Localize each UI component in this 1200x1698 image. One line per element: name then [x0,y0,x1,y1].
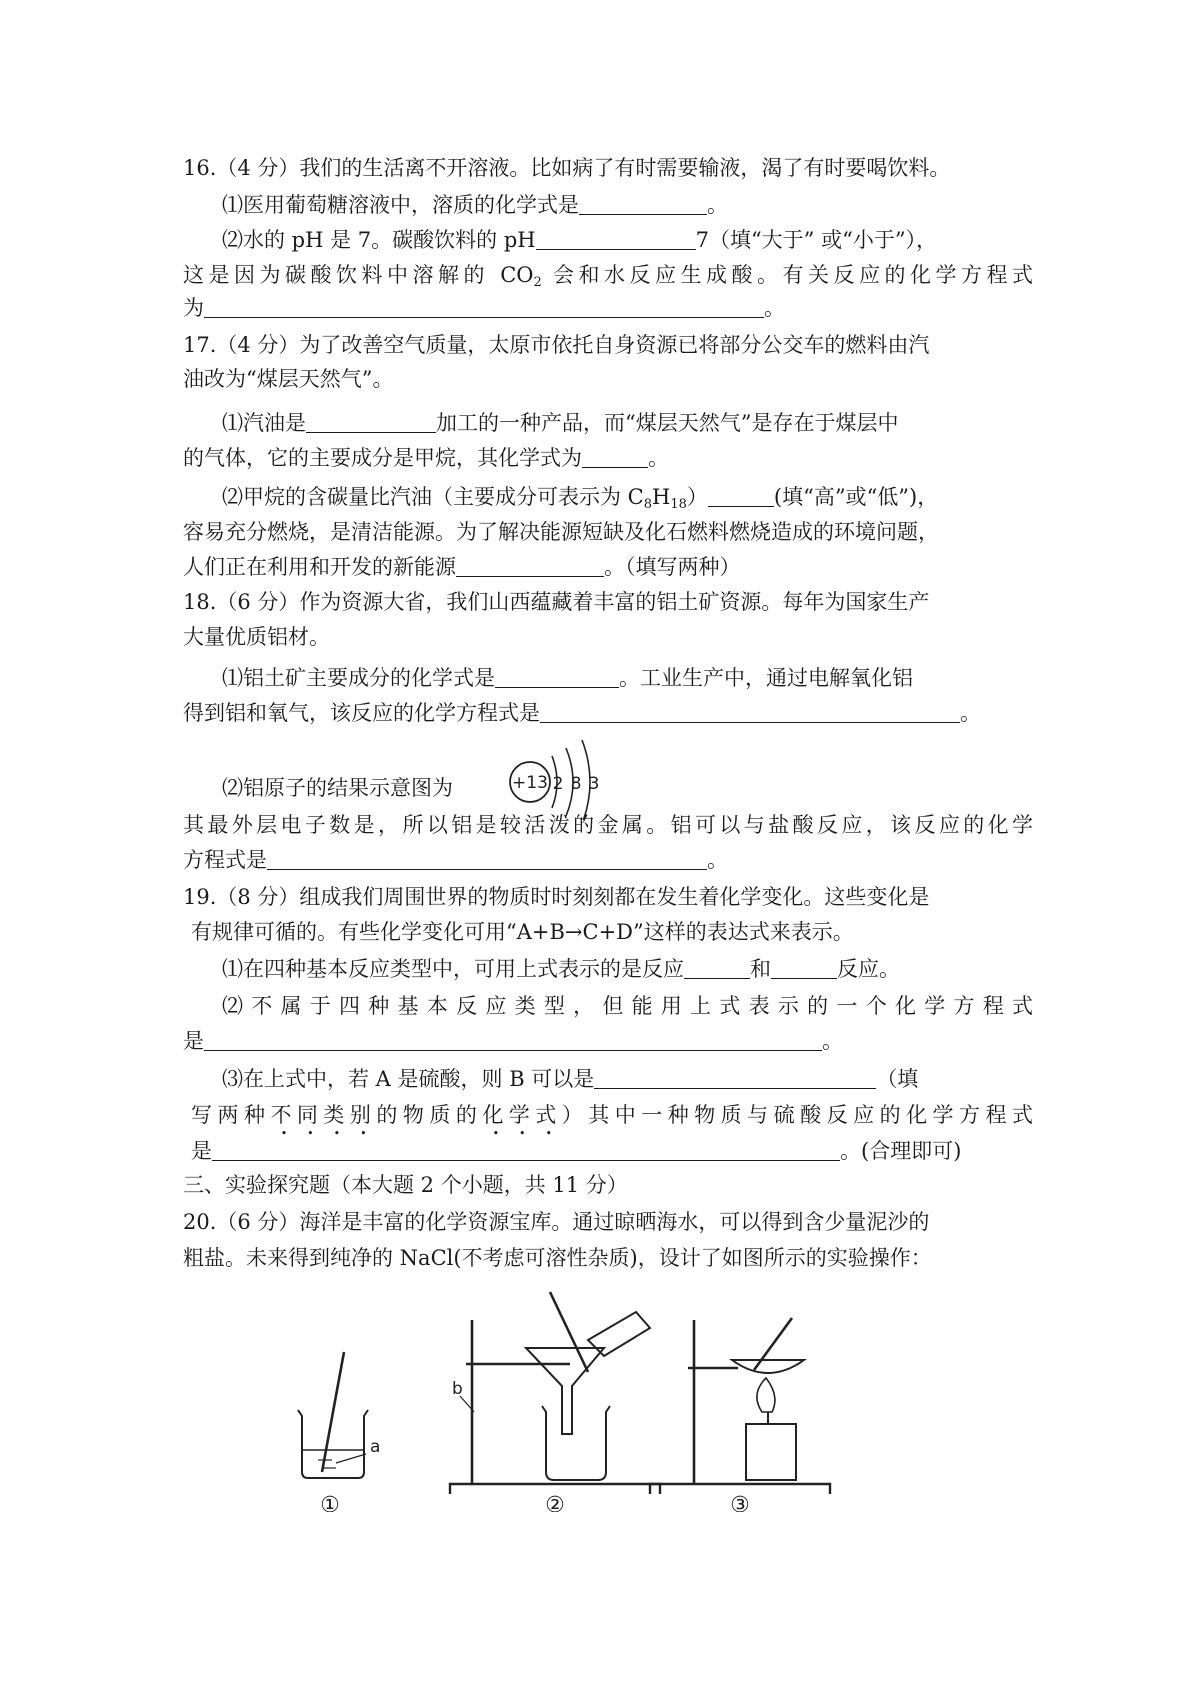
filter-funnel [526,1348,604,1434]
q19-part2-line1: ⑵不属于四种基本反应类型，但能用上式表示的一个化学方程式 [222,994,1033,1018]
section-heading: 三、实验探究题（本大题 2 个小题，共 11 分） [183,1173,628,1197]
evaporating-dish [732,1360,804,1373]
pouring-beaker [588,1312,650,1356]
q19-heading-line1: 19.（8 分）组成我们周围世界的物质时时刻刻都在发生着化学变化。这些变化是 [183,885,930,909]
answer-blank[interactable] [594,1066,876,1089]
figure-caption-1: ① [320,1493,340,1512]
q19-part3-line3: 是 。(合理即可) [191,1139,962,1163]
figure-caption-3: ③ [730,1493,750,1512]
q17-part2-line3: 人们正在利用和开发的新能源 。（填写两种） [183,555,741,579]
q17-part2-line2: 容易充分燃烧，是清洁能源。为了解决能源短缺及化石燃料燃烧造成的环境问题， [183,520,939,544]
answer-blank[interactable] [495,665,619,688]
answer-blank[interactable] [536,227,696,250]
label-a: a [370,1437,381,1457]
q20-heading-line2: 粗盐。未来得到纯净的 NaCl(不考虑可溶性杂质)，设计了如图所示的实验操作： [183,1246,932,1270]
answer-blank[interactable] [684,956,750,979]
electron-count-shell-1: 2 [552,774,564,794]
answer-blank[interactable] [579,192,707,215]
answer-blank[interactable] [456,554,604,577]
answer-blank[interactable] [212,1138,840,1161]
q17-part2-line1: ⑵甲烷的含碳量比汽油（主要成分可表示为 $C_8H_{18}$） (填“高”或“低”)， [222,485,939,512]
atom-nucleus-label: +13 [512,773,548,793]
answer-blank[interactable] [306,410,436,433]
label-b: b [452,1379,463,1399]
answer-blank[interactable] [708,484,774,507]
q18-part2-line1: ⑵铝原子的结果示意图为 [222,776,453,800]
glass-rod-3 [754,1318,792,1370]
glass-rod-2 [550,1292,588,1372]
q19-heading-line2: 有规律可循的。有些化学变化可用“A+B→C+D”这样的表达式来表示。 [191,920,854,944]
q18-part2-line3: 方程式是 。 [183,848,728,872]
glass-rod-1 [322,1352,344,1472]
answer-blank[interactable] [540,700,960,723]
q17-heading-line1: 17.（4 分）为了改善空气质量，太原市依托自身资源已将部分公交车的燃料由汽 [183,333,930,357]
filtering-setup [450,1292,660,1494]
answer-blank[interactable] [582,445,648,468]
q20-heading-line1: 20.（6 分）海洋是丰富的化学资源宝库。通过晾晒海水，可以得到含少量泥沙的 [183,1210,930,1234]
experiment-figure [270,1282,920,1512]
q16-part1: ⑴医用葡萄糖溶液中，溶质的化学式是 。 [222,193,728,217]
label-a-leader [336,1454,366,1463]
q18-part2-line2: 其最外层电子数是，所以铝是较活泼的金属。铝可以与盐酸反应，该反应的化学 [183,813,1033,837]
electron-count-shell-2: 8 [570,774,582,794]
flame [757,1378,775,1412]
q16-part2-line2: 这是因为碳酸饮料中溶解的 $CO_2$ 会和水反应生成酸。有关反应的化学方程式 [183,263,1033,290]
evaporation-setup [650,1318,830,1494]
q17-part1-line1: ⑴汽油是 加工的一种产品，而“煤层天然气”是存在于煤层中 [222,411,899,435]
q19-part3-line2: 写两种不同类别的物质的化学式）其中一种物质与硫酸反应的化学方程式 [191,1103,1034,1127]
dissolving-setup [298,1352,368,1478]
q19-part2-line2: 是 。 [183,1029,843,1053]
answer-blank[interactable] [204,295,764,318]
answer-blank[interactable] [267,847,707,870]
q18-heading-line1: 18.（6 分）作为资源大省，我们山西蕴藏着丰富的铝土矿资源。每年为国家生产 [183,590,930,614]
electron-count-shell-3: 3 [588,774,600,794]
q17-part1-line2: 的气体，它的主要成分是甲烷，其化学式为 。 [183,446,669,470]
alcohol-lamp [746,1424,796,1480]
q18-heading-line2: 大量优质铝材。 [183,625,330,649]
beaker-2 [542,1406,610,1480]
q17-heading-line2: 油改为“煤层天然气”。 [183,367,394,391]
q18-part1-line1: ⑴铝土矿主要成分的化学式是 。工业生产中，通过电解氧化铝 [222,666,913,690]
q19-part1: ⑴在四种基本反应类型中，可用上式表示的是反应 和 反应。 [222,957,900,981]
q16-part2-line1: ⑵水的 pH 是 7。碳酸饮料的 pH 7（填“大于” 或“小于”）， [222,228,938,252]
q19-part3-line1: ⑶在上式中，若 A 是硫酸，则 B 可以是 （填 [222,1067,919,1091]
figure-caption-2: ② [545,1493,565,1512]
q16-part2-line3: 为 。 [183,296,785,320]
answer-blank[interactable] [204,1028,822,1051]
q16-heading: 16.（4 分）我们的生活离不开溶液。比如病了有时需要输液，渴了有时要喝饮料。 [183,156,951,180]
q18-part1-line2: 得到铝和氧气，该反应的化学方程式是 。 [183,701,981,725]
answer-blank[interactable] [771,956,837,979]
